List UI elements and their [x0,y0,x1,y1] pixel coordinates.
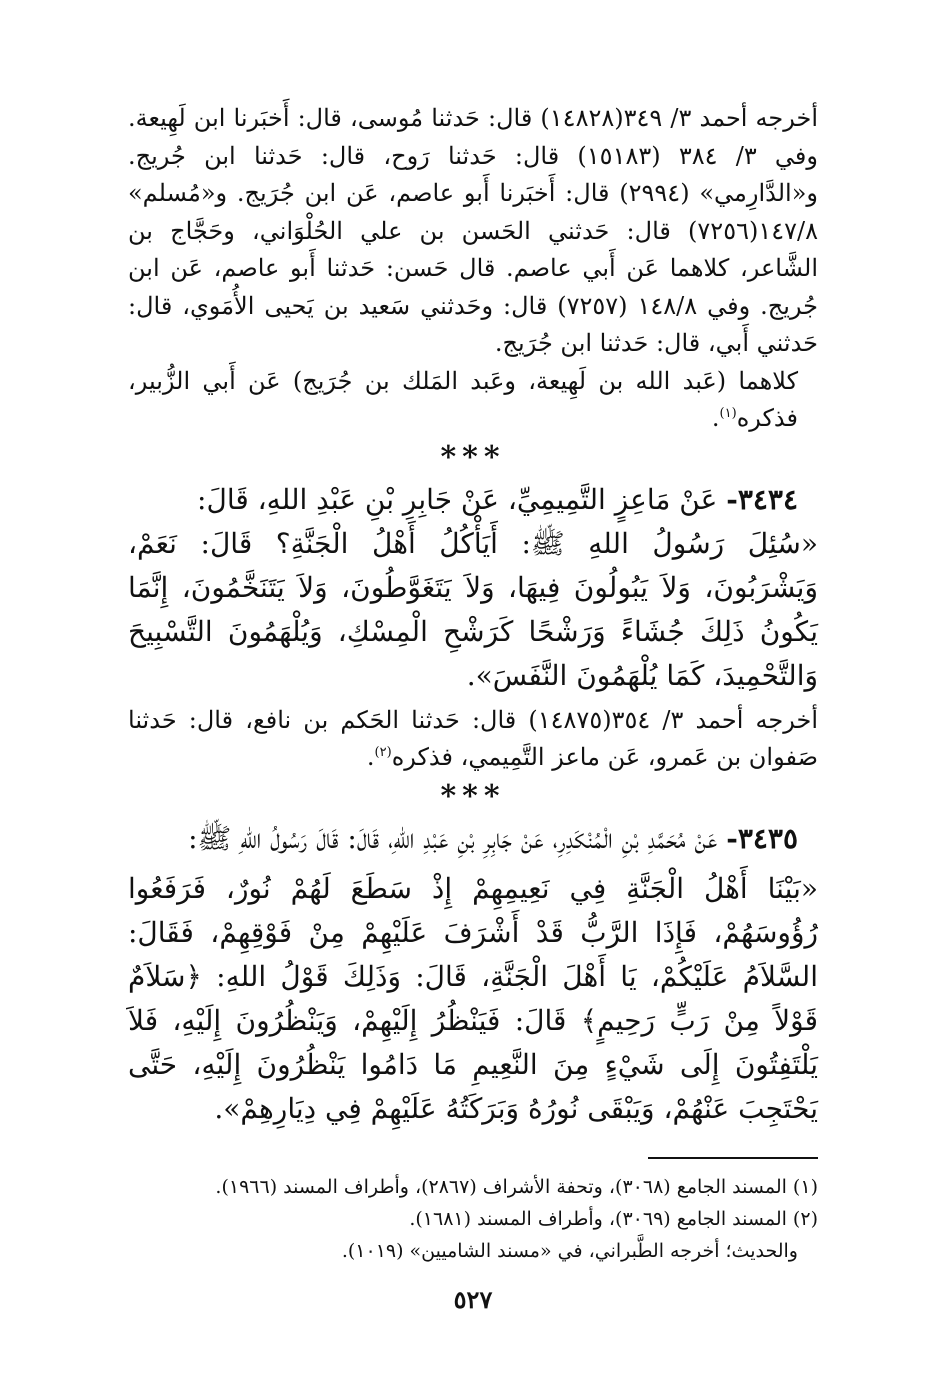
section-separator: *** [440,778,506,814]
footnote-2: (٢) المسند الجامع (٣٠٦٩)، وأطراف المسند (١٦٨١). [409,1207,818,1230]
hadith-number: ٣٤٣٤- [726,482,798,516]
takhrij-paragraph-1 [128,100,818,363]
hadith-matn: «سُئِلَ رَسُولُ اللهِ ﷺ: أَيَأْكُلُ أَهْلُ الْجَنَّةِ؟ قَالَ: نَعَمْ، وَيَشْرَبُونَ، وَلاَ يَبُولُونَ فِيهَا، وَلاَ يَتَغَوَّطُونَ، وَلاَ يَتَنَخَّمُونَ، إِنَّمَا يَكُونُ ذَلِكَ جُشَاءً وَرَشْحًا كَرَشْحِ الْمِسْكِ، وَيُلْهَمُونَ التَّسْبِيحَ وَالتَّحْمِيدَ، كَمَا يُلْهَمُونَ النَّفَسَ». [128,526,818,692]
hadith-number: ٣٤٣٥- [726,821,798,855]
closing-period: . [711,404,720,432]
hadith-3434-takhrij [128,702,818,777]
takhrij-closing-line [128,363,818,438]
hadith-isnad: عَنْ مَاعِزٍ التَّمِيمِيِّ، عَنْ جَابِرِ بْنِ عَبْدِ اللهِ، قَالَ: [197,482,718,516]
hadith-3434-isnad [128,478,818,522]
takhrij-closing-text: كلاهما (عَبد الله بن لَهِيعة، وعَبد المَلك بن جُرَيج) عَن أَبي الزُّبير، فذكره [128,366,798,432]
takhrij-text-2: أخرجه أحمد ٣/ ٣٥٤(١٤٨٧٥) قال: حَدثنا الحَكم بن نافع، قال: حَدثنا صَفوان بن عَمرو، عَن ماعز التَّمِيمي، فذكره [128,705,818,771]
footnote-3: والحديث؛ أخرجه الطَّبراني، في «مسند الشاميين» (١٠١٩). [341,1239,798,1262]
hadith-3435-isnad [128,817,818,861]
hadith-3434-matn [128,522,818,698]
footnotes [128,1171,818,1267]
section-separator: *** [440,439,506,475]
footnote-ref-2[interactable]: (٢) [374,745,392,760]
hadith-matn: «بَيْنَا أَهْلُ الْجَنَّةِ فِي نَعِيمِهِمْ إِذْ سَطَعَ لَهُمْ نُورٌ، فَرَفَعُوا رُؤُوسَهُمْ، فَإِذَا الرَّبُّ قَدْ أَشْرَفَ عَلَيْهِمْ مِنْ فَوْقِهِمْ، فَقَالَ: السَّلاَمُ عَلَيْكُمْ، يَا أَهْلَ الْجَنَّةِ، قَالَ: وَذَلِكَ قَوْلُ اللهِ: ﴿سَلاَمٌ قَوْلاً مِنْ رَبٍّ رَحِيمٍ﴾ قَالَ: فَيَنْظُرُ إِلَيْهِمْ، وَيَنْظُرُونَ إِلَيْهِ، فَلاَ يَلْتَفِتُونَ إِلَى شَيْءٍ مِنَ النَّعِيمِ مَا دَامُوا يَنْظُرُونَ إِلَيْهِ، حَتَّى يَحْتَجِبَ عَنْهُمْ، وَيَبْقَى نُورُهُ وَبَرَكَتُهُ عَلَيْهِمْ فِي دِيَارِهِمْ». [128,871,818,1125]
footnote-1: (١) المسند الجامع (٣٠٦٨)، وتحفة الأشراف (٢٨٦٧)، وأطراف المسند (١٩٦٦). [215,1175,818,1198]
book-page [128,100,818,1314]
footnote-divider [648,1157,818,1159]
page-number: ٥٢٧ [453,1284,493,1314]
takhrij-text-1: أخرجه أحمد ٣/ ٣٤٩(١٤٨٢٨) قال: حَدثنا مُوسى، قال: أَخبَرنا ابن لَهِيعة. وفي ٣/ ٣٨٤ (١٥١٨٣) قال: حَدثنا رَوح، قال: حَدثنا ابن جُريج. و«الدَّارِمي» (٢٩٩٤) قال: أَخبَرنا أَبو عاصم، عَن ابن جُرَيج. و«مُسلم» ١٤٧/٨(٧٢٥٦) قال: حَدثني الحَسن بن علي الحُلْوَاني، وحَجَّاج بن الشَّاعر، كلاهما عَن أَبي عاصم. قال حَسن: حَدثنا أَبو عاصم، عَن ابن جُريج. وفي ١٤٨/٨ (٧٢٥٧) قال: وحَدثني سَعيد بن يَحيى الأُمَوي، قال: حَدثني أَبي، قال: حَدثنا ابن جُرَيج. [128,104,819,357]
hadith-3435-matn [128,867,818,1131]
takhrij-period: . [366,743,375,771]
hadith-isnad: عَنْ مُحَمَّدِ بْنِ الْمُنْكَدِرِ، عَنْ جَابِرِ بْنِ عَبْدِ اللهِ، قَالَ: قَالَ رَسُولُ اللهِ ﷺ: [188,821,718,855]
footnote-ref-1[interactable]: (١) [719,406,737,421]
